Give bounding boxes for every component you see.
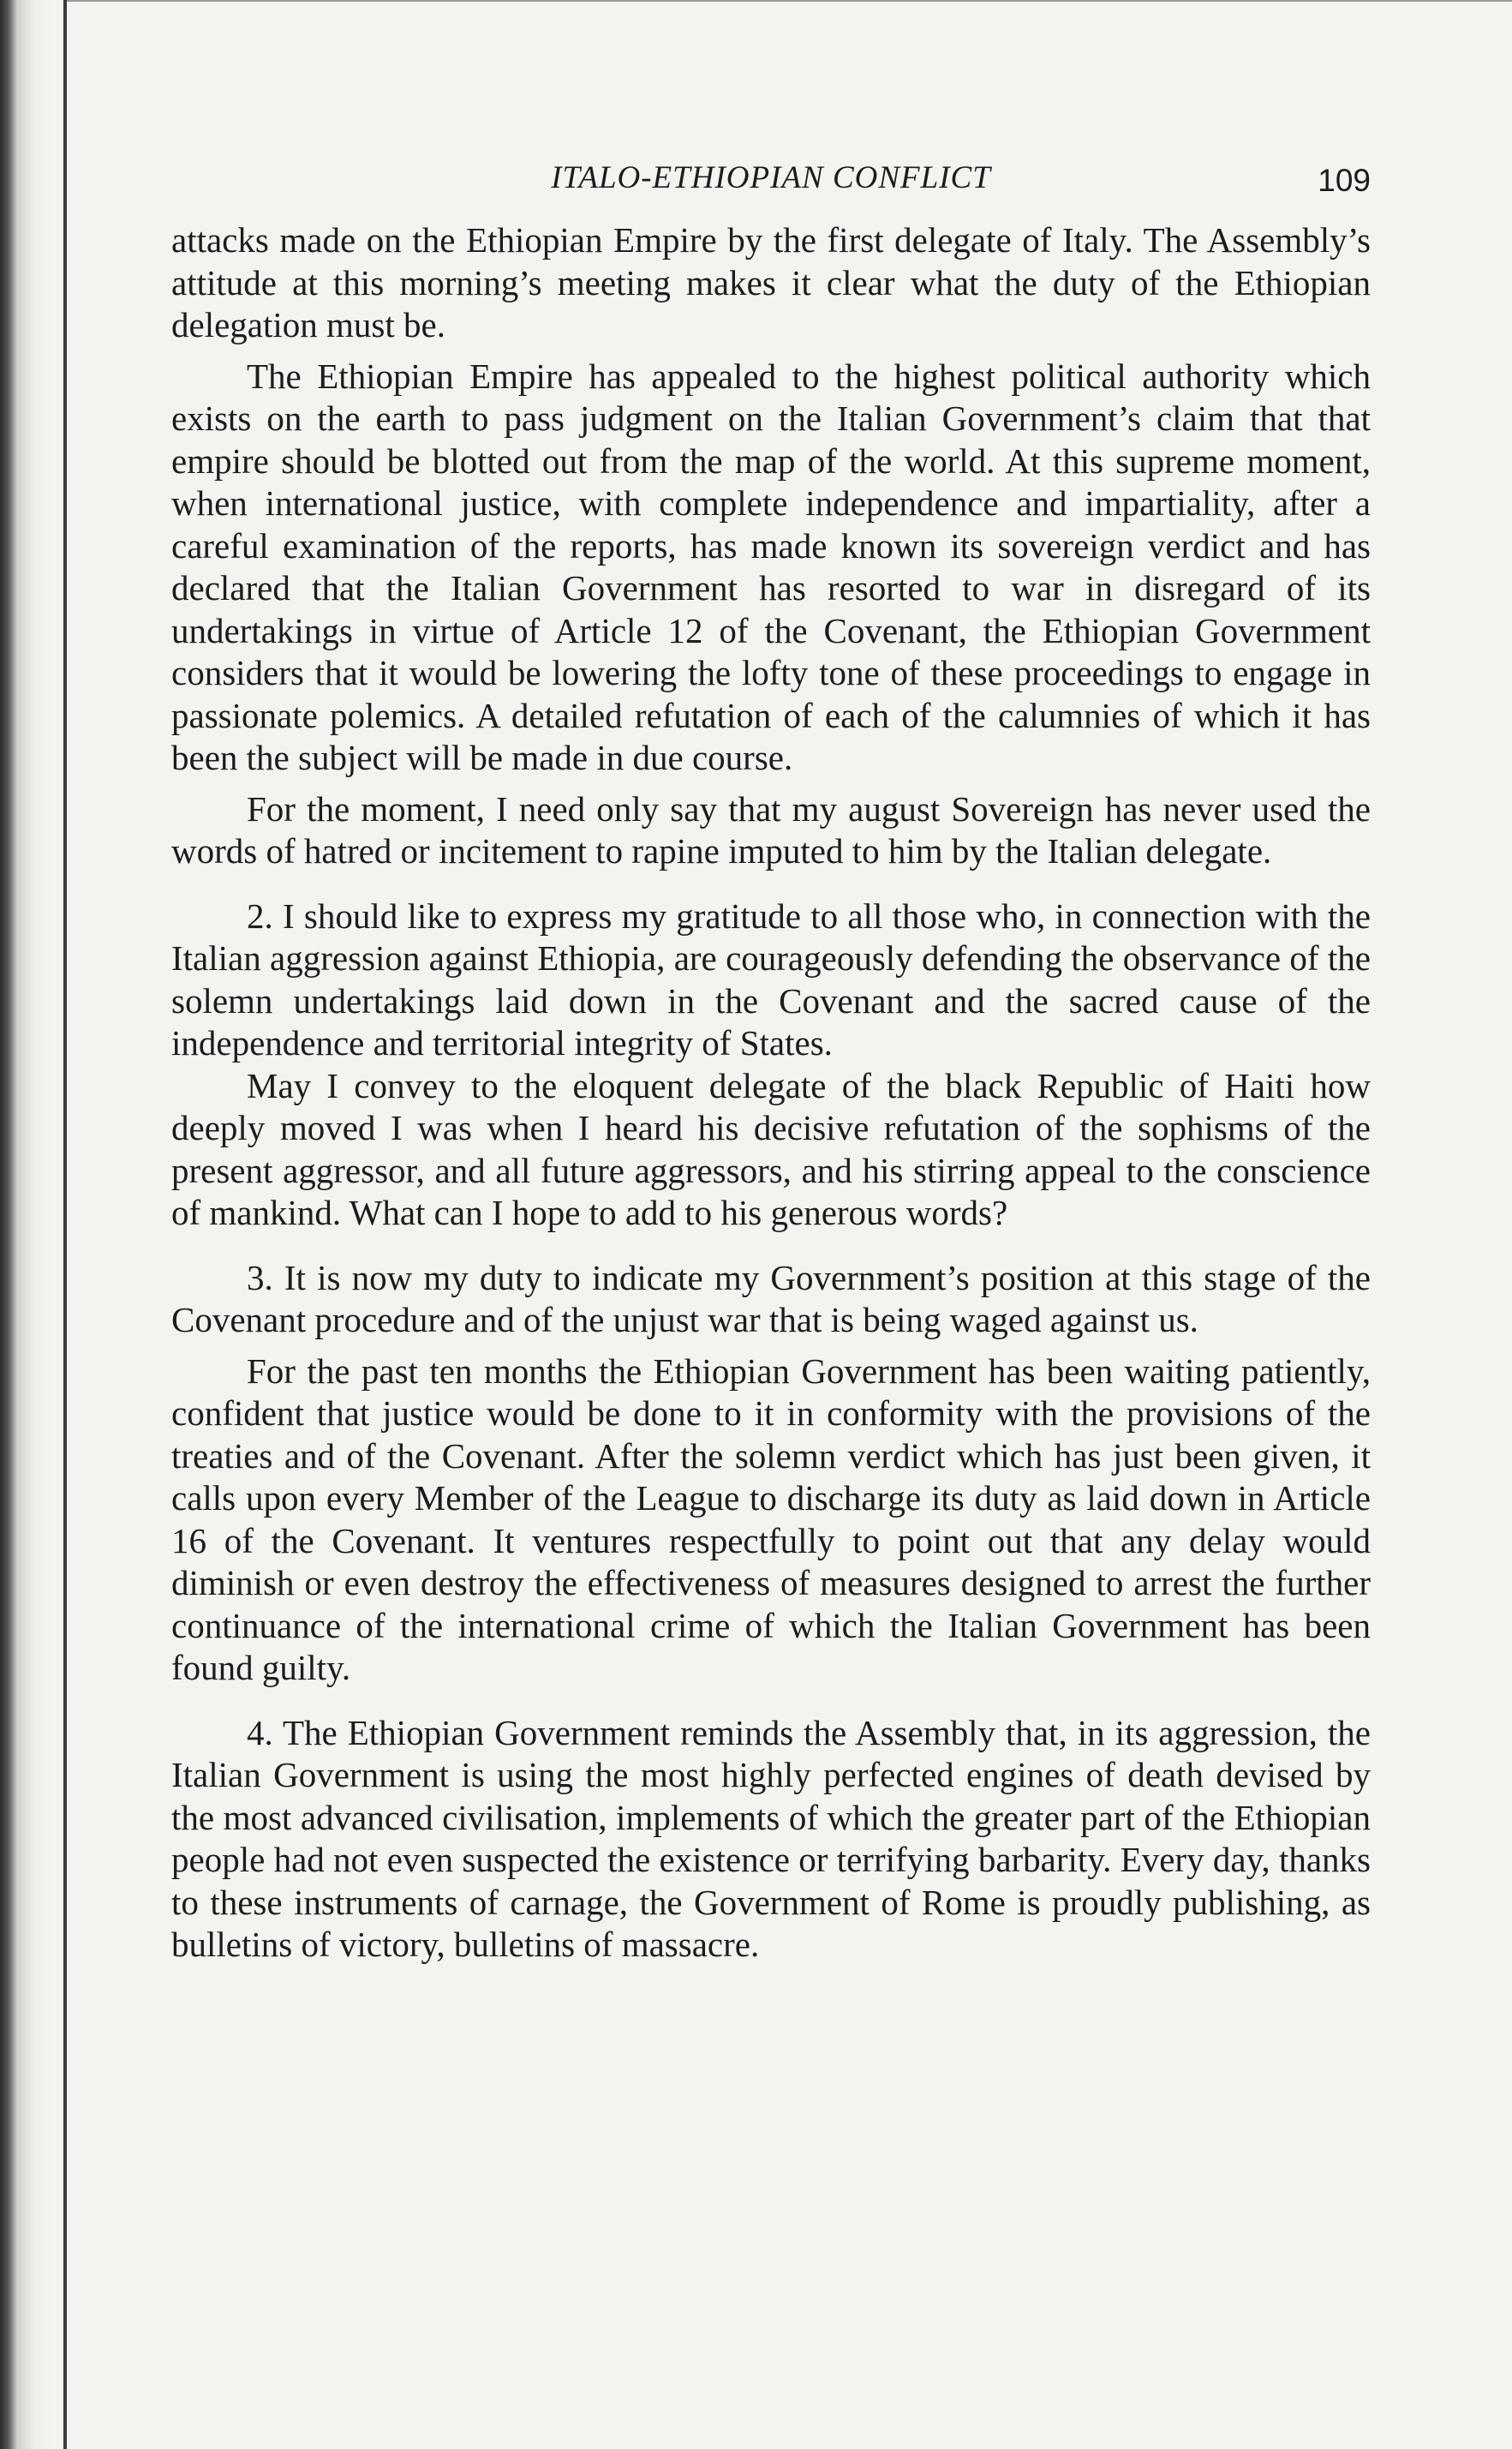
paragraph-waiting: For the past ten months the Ethiopian Government has been waiting patiently, confident that justice would be done to it in conformity with the provisions of the treaties and of the Covenant. After the solemn verdict which has just been given, it calls upon every Member of the League to discharge its duty as laid down in Article 16 of the Covenant. It ventures respectfully to point out that any delay would diminish or even destroy the effectiveness of measures designed to arrest the further continuance of the international crime of which the Italian Government has been found guilty. [171, 1350, 1371, 1687]
paragraph-sovereign: For the moment, I need only say that my august Sovereign has never used the words of hatred or incitement to rapine imputed to him by the Italian delegate. [171, 788, 1371, 871]
running-title: ITALO-ETHIOPIAN CONFLICT [551, 160, 991, 195]
binding-line [63, 0, 67, 2449]
paragraph-continuation: attacks made on the Ethiopian Empire by the first delegate of Italy. The Assembly’s attitude at this morning’s meeting makes it clear what the duty of the Ethiopian delegation must be. [171, 220, 1371, 344]
running-head [171, 159, 1371, 211]
paragraph-section-3: 3. It is now my duty to indicate my Government’s position at this stage of the Covenant procedure and of the unjust war that is being waged against us. [171, 1257, 1371, 1339]
paragraph-section-4: 4. The Ethiopian Government reminds the Assembly that, in its aggression, the Italian Government is using the most highly perfected engines of death devised by the most advanced civilisation, implements of which the greater part of the Ethiopian people had not even suspected the existence or terrifying barbarity. Every day, thanks to these instruments of carnage, the Government of Rome is proudly publishing, as bulletins of victory, bulletins of massacre. [171, 1712, 1371, 1964]
page-body [171, 159, 1371, 1967]
paragraph-section-2: 2. I should like to express my gratitude to all those who, in connection with the Italian aggression against Ethiopia, are courageously defending the observance of the solemn undertakings laid down in the Covenant and the sacred cause of the independence and territorial integrity of States. [171, 895, 1371, 1063]
paragraph-haiti: May I convey to the eloquent delegate of the black Republic of Haiti how deeply moved I was when I heard his decisive refutation of the sophisms of the present aggressor, and all future aggressors, and his stirring appeal to the conscience of mankind. What can I hope to add to his generous words? [171, 1065, 1371, 1232]
page-top-edge [67, 0, 1512, 2]
book-binding-edge [0, 0, 53, 2449]
paragraph-appeal: The Ethiopian Empire has appealed to the highest political authority which exists on the earth to pass judgment on the Italian Government’s claim that that empire should be blotted out from the map of the world. At this supreme moment, when international justice, with complete independence and impartiality, after a careful examination of the reports, has made known its sovereign verdict and has declared that the Italian Government has resorted to war in disregard of its undertakings in virtue of Article 12 of the Covenant, the Ethiopian Government considers that it would be lowering the lofty tone of these proceedings to engage in passionate polemics. A detailed refutation of each of the calumnies of which it has been the subject will be made in due course. [171, 356, 1371, 777]
page-number: 109 [1318, 163, 1371, 198]
